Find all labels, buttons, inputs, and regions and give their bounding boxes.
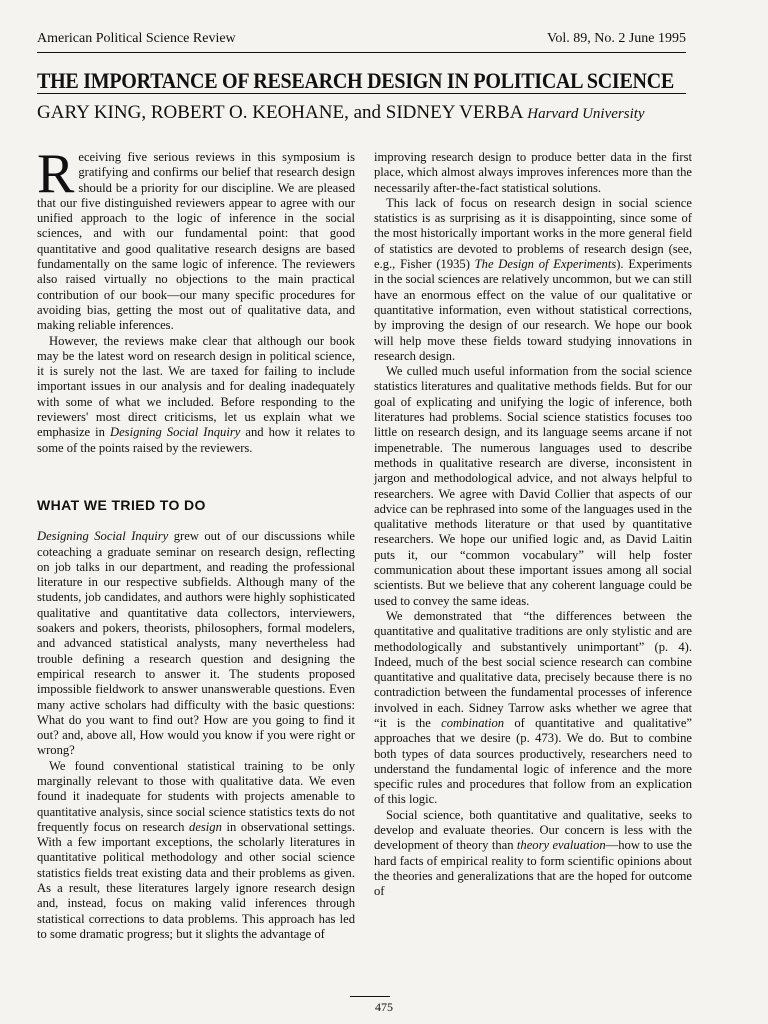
paragraph-3	[37, 529, 355, 758]
paragraph-r3: We culled much useful information from the social science statistics literatures and qualitative methods fields. But for our goal of explicating and unifying the logic of inference, both literatures had problems. Social science statistics focuses too little on research design, and its language seems arcane if not impenetrable. The numerous languages used to describe methods in qualitative research are diverse, inconsistent in jargon and methodological advice, and not always helpful to researchers. We agree with David Collier that aspects of our advice can be rephrased into some of the languages used in the qualitative methods literature or that used by quantitative researchers. We hope our unified logic and, as David Laitin puts it, our “common vocabulary” will help foster communication about these important issues among all social scientists. But we believe that any coherent language could be used to convey the same ideas.	[374, 364, 692, 608]
author-affiliation: Harvard University	[527, 106, 645, 122]
paragraph-intro	[37, 143, 355, 334]
book-title-ref: Designing Social Inquiry	[109, 425, 241, 440]
p2-text-a: However, the reviews make clear that although our book may be the latest word on research design in political science, it is surely not the last. We are taxed for failing to include important issues in our analysis and for dealing inadequately with some of what we included. Before responding to the reviewers' most direct criticisms, let us explain what we emphasize in	[37, 333, 355, 440]
r2-text-b: ). Experiments in the social sciences are relatively uncommon, but we can still have an enormous effect on the value of our qualitative or quantitative information, even without statistical corrections, by improving the design of our research. We hope our book will help move these fields toward studying innovations in research design.	[374, 257, 692, 363]
r5-text-b: —how to use the hard facts of empirical reality to form scientific opinions about the theories and generalizations that are the hoped for outcome of	[374, 838, 693, 899]
p2-text-b: and how it relates to some of the points raised by the reviewers.	[37, 425, 355, 455]
title-rule	[37, 93, 686, 94]
emphasis-design: design	[189, 819, 222, 834]
paragraph-intro-text: eceiving five serious reviews in this symposium is gratifying and confirms our belief that research design should be a priority for our discipline. We are pleased that our five distinguished reviewers appear to agree with our unified approach to the logic of inference in the social sciences, and with our fundamental point: that good quantitative and good qualitative research designs are based fundamentally on the same logic of inference. The reviewers also raised virtually no objections to the main practical contribution of our book—our many specific procedures for avoiding bias, getting the most out of qualitative data, and making reliable inferences.	[37, 150, 355, 333]
r5-text-a: Social science, both quantitative and qualitative, seeks to develop and evaluate theories. Our concern is less with the development of theory than	[374, 807, 692, 853]
article-title: THE IMPORTANCE OF RESEARCH DESIGN IN POLITICAL SCIENCE	[37, 68, 674, 93]
page-number: 475	[375, 1000, 393, 1014]
r4-text-b: of quantitative and qualitative” approaches that we desire (p. 473). We do. But to combine both types of data sources productively, researchers need to understand the fundamental logic of inference and the more specific rules and procedures that follow from an explication of this logic.	[374, 715, 692, 807]
right-column	[374, 150, 692, 900]
paragraph-r1: improving research design to produce better data in the first place, which almost always improves inferences more than the necessarily after-the-fact statistical solutions.	[374, 150, 692, 195]
footer-rule	[350, 996, 390, 997]
running-head	[37, 31, 686, 47]
paragraph-r5	[374, 808, 692, 900]
left-column	[37, 143, 356, 942]
journal-name: American Political Science Review	[37, 31, 236, 46]
paragraph-2	[37, 334, 355, 456]
r4-text-a: We demonstrated that “the differences between the quantitative and qualitative traditions are only stylistic and are methodologically and substantively unimportant” (p. 4). Indeed, much of the best social science research can combine quantitative and qualitative data, precisely because there is no contradiction between the fundamental processes of inference involved in each. Sidney Tarrow asks whether we agree that “it is the	[374, 608, 692, 730]
author-names: GARY KING, ROBERT O. KEOHANE, and SIDNEY VERBA	[37, 102, 523, 123]
section-heading: WHAT WE TRIED TO DO	[37, 496, 206, 513]
header-rule	[37, 52, 686, 53]
r2-text-a: This lack of focus on research design in social science statistics is as surprising as it is disappointing, since some of the most historically important works in the more general field of statistics are devoted to problems of research design (see, e.g., Fisher (1935)	[374, 195, 692, 272]
emphasis-theory-evaluation: theory evaluation	[516, 838, 606, 853]
p4-text-a: We found conventional statistical training to be only marginally relevant to those with qualitative data. We even found it inadequate for students with projects amenable to quantitative analysis, since social science statistics texts do not frequently focus on research	[37, 758, 355, 834]
paragraph-r4	[374, 609, 692, 808]
emphasis-combination: combination	[441, 715, 505, 730]
author-line	[37, 102, 645, 125]
issue-info: Vol. 89, No. 2 June 1995	[547, 31, 686, 46]
paragraph-4	[37, 759, 355, 943]
book-title-ref: Designing Social Inquiry	[37, 529, 169, 544]
paragraph-r2	[374, 196, 692, 364]
p4-text-b: in observational settings. With a few important exceptions, the scholarly literatures in quantitative political methodology and other social science statistics fields treat existing data and their problems as given. As a result, these literatures largely ignore research design and, instead, focus on making valid inferences through statistical corrections to data problems. This approach has led to some dramatic progress; but it slights the advantage of	[37, 819, 356, 941]
fisher-title-ref: The Design of Experiments	[474, 257, 617, 272]
p3-text: grew out of our discussions while coteaching a graduate seminar on research design, reflecting on job talks in our department, and reading the professional literature in our respective subfields. Although many of the students, job candidates, and authors were highly sophisticated qualitative and quantitative data collectors, interviewers, soakers and pokers, theorists, philosophers, formal modelers, and advanced statistical analysts, many nevertheless had trouble defining a research question and designing the empirical research to answer it. The students proposed impossible fieldwork to answer unanswerable questions. Even many active scholars had difficulty with the basic questions: What do you want to find out? How are you going to find it out? and, above all, How would you know if you were right or wrong?	[37, 529, 355, 758]
drop-cap: R	[37, 143, 75, 205]
